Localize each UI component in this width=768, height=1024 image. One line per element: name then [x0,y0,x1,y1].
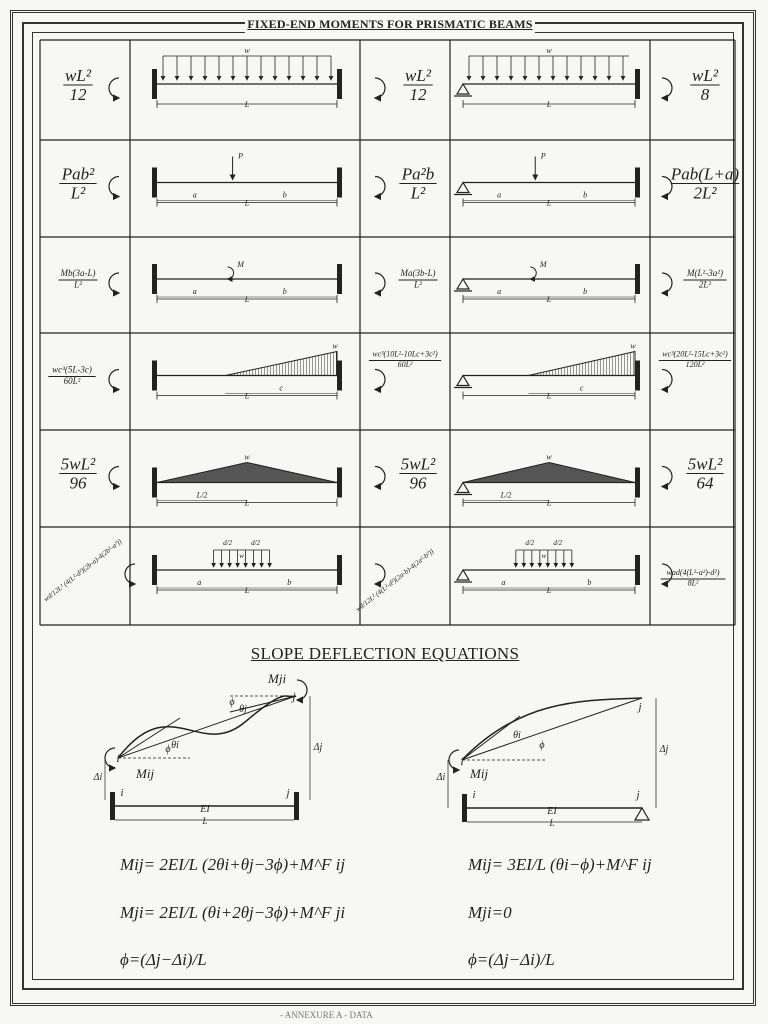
beam-node-j: j [636,789,640,801]
fem-propped-formula [683,268,726,290]
equation-Mji-propped: Mji=0 [468,903,512,922]
couple-arrow [228,267,234,279]
propped-beam-right-wall [635,468,640,498]
fixed-beam-left-wall [152,264,157,294]
symmetric-triangle-load [157,463,337,483]
fixed-beam-right-wall [337,168,342,198]
fem-row-4 [48,342,731,401]
segment-label-half: L/2 [196,490,208,500]
fem-right-formula-denominator: 60L² [397,360,413,370]
propped-beam-load [463,453,635,501]
fem-left-formula-denominator: 96 [69,473,87,493]
fem-right-formula-denominator: L² [414,279,422,290]
equation-Mij-propped: Mij= 3EI/L (θi−ϕ)+M^F ij [468,855,652,874]
fixed-beam-right-wall [337,264,342,294]
fem-table-grid [40,40,735,625]
load-label-w: w [239,552,244,560]
fem-right-formula [399,455,436,493]
fixed-beam-right-wall [337,555,342,585]
fem-left-formula-denominator: L² [74,279,82,290]
fem-propped-formula [670,165,739,203]
segment-label-b: b [587,578,592,587]
fem-left-moment-arrow [109,273,119,293]
fixed-beam-left-wall [152,468,157,498]
segment-label-d2: d/2 [251,539,261,547]
fem-left-formula-denominator: 60L² [63,376,81,387]
fixed-beam-right-wall [337,361,342,391]
fem-row-5 [59,453,723,508]
pin-support-j [635,808,649,820]
triangular-load [528,352,635,376]
couple-arrow [530,267,536,279]
fixed-beam-load [157,539,337,588]
delta-j-label: Δj [313,742,323,753]
propped-beam-span-label: L [546,391,552,401]
fem-table-rows [42,46,739,613]
fixed-beam-span-label: L [244,391,250,401]
fem-right-formula-numerator: wL² [405,66,431,85]
moment-ji-label: Mji [268,671,287,686]
propped-beam-load [528,342,636,394]
chord-line [118,696,296,758]
fem-right-formula-denominator: 12 [409,85,427,105]
propped-beam-right-wall [635,361,640,391]
delta-i-label: Δi [93,772,103,783]
beam-node-i: i [472,789,476,801]
fem-propped-formula-denominator: 64 [696,473,714,493]
fem-left-moment-arrow [109,370,119,390]
fem-right-formula [403,66,432,104]
segment-label-a: a [192,287,197,296]
right-equations [467,855,652,969]
propped-beam-load [463,152,635,201]
equation-Mji-fixed: Mji= 2EI/L (θi+2θj−3ϕ)+M^F ji [120,903,346,922]
fem-right-moment-arrow [375,273,385,293]
theta-i-label: θi [513,730,521,741]
tangent-i [462,716,520,760]
moment-ij-label: Mij [136,766,155,781]
load-label-P: P [540,151,546,161]
fem-right-moment-arrow [375,370,385,390]
segment-label-a: a [501,578,506,587]
fixed-beam-load [163,46,331,80]
fixed-support-j [294,792,299,820]
fem-right-moment-arrow [375,467,385,487]
propped-beam-load [469,46,629,80]
fem-left-moment-arrow [109,78,119,98]
fixed-beam-right-wall [337,468,342,498]
propped-beam-right-wall [635,555,640,585]
segment-label-half: L/2 [500,490,512,500]
symmetric-triangle-load [463,463,635,483]
segment-label-b: b [282,190,287,200]
fixed-beam-load [157,453,337,501]
theta-i-label: θi [171,740,179,751]
fem-propped-formula-numerator: wL² [692,66,718,85]
segment-label-d2: d/2 [223,539,233,547]
fem-propped-formula [690,66,719,104]
propped-beam-pin-support [457,279,469,289]
fem-left-formula-denominator: L² [70,183,86,203]
fixed-support-i [462,794,467,822]
propped-beam-right-wall [635,69,640,99]
node-i-label: i [116,751,120,765]
segment-label-b: b [583,287,588,296]
segment-label-d2: d/2 [553,539,563,547]
propped-beam-span-label: L [546,198,552,208]
phi-label-j: ϕ [229,697,235,708]
propped-beam-span-label: L [546,586,552,595]
fem-row-1 [63,46,719,109]
fem-propped-formula-denominator: 120L² [685,360,705,370]
fem-right-formula [369,350,441,370]
load-label-w: w [332,341,338,351]
fem-left-formula [58,268,97,290]
node-j-label: j [638,701,642,713]
propped-beam-pin-support [457,483,469,493]
propped-beam-span-label: L [546,100,552,109]
fem-row-2 [59,152,739,208]
load-label-w: w [630,341,636,351]
fem-right-formula-numerator: 5wL² [400,454,436,474]
moment-ji-arrow [297,680,307,700]
load-label-w: w [244,46,250,55]
propped-beam-load [463,539,635,588]
fem-propped-formula [661,568,726,588]
fixed-beam-span-label: L [244,100,250,109]
fixed-beam-left-wall [152,555,157,585]
fem-propped-formula-numerator: M(L²-3a²) [687,268,723,278]
fem-right-formula-numerator: Ma(3b-L) [400,268,436,278]
propped-beam-span-label: L [546,498,552,508]
segment-label-a: a [197,578,202,587]
beam-node-i: i [120,787,124,799]
propped-beam-pin-support [457,570,469,580]
fem-left-formula: wd/12L² (4(L²-d²)(2b-a)-4(2b²-a²)) [42,537,124,604]
fem-propped-formula-denominator: 8 [700,85,710,105]
equation-phi-fixed: ϕ=(Δj−Δi)/L [120,950,207,969]
fem-left-formula-numerator: Pab² [61,164,95,184]
fem-right-formula [399,165,436,203]
page-title: FIXED-END MOMENTS FOR PRISMATIC BEAMS [245,14,535,34]
moment-ij-arrow [449,750,459,770]
fem-propped-formula-numerator: wad(4(L²-a²)-d²) [666,568,720,577]
propped-beam-pin-support [457,183,469,193]
fem-propped-formula-numerator: Pab(L+a) [670,164,740,184]
fem-propped-formula [686,455,723,493]
fixed-beam-left-wall [152,168,157,198]
fixed-support-i [110,792,115,820]
fixed-beam-right-wall [337,69,342,99]
fem-propped-formula-numerator: 5wL² [687,454,723,474]
fem-right-formula-denominator: L² [410,183,426,203]
fem-left-formula [59,165,96,203]
fem-left-formula-numerator: wc³(5L-3c) [52,364,92,375]
load-label-w: w [541,552,547,560]
fixed-beam-span-label: L [244,198,250,208]
fem-propped-moment-arrow [662,78,672,98]
fixed-beam-span-label: L [244,498,250,508]
fem-propped-moment-arrow [662,467,672,487]
segment-label-c: c [279,383,283,393]
node-i-label: i [460,754,464,768]
fixed-beam-left-wall [152,69,157,99]
segment-label-a: a [497,287,502,296]
propped-beam-span-label: L [546,295,552,304]
fem-left-moment-arrow [109,467,119,487]
left-equations [119,855,345,969]
fem-row-3 [58,260,726,304]
propped-beam-right-wall [635,168,640,198]
node-j-label: j [292,689,296,703]
fixed-beam-load [157,152,337,201]
load-label-M: M [539,260,547,269]
beam-EI-label: EI [200,804,210,815]
fem-left-formula-numerator: 5wL² [60,454,96,474]
propped-beam-right-wall [635,264,640,294]
fixed-beam-span-label: L [244,586,250,595]
fem-propped-formula [659,350,731,370]
equation-Mij-fixed: Mij= 2EI/L (2θi+θj−3ϕ)+M^F ij [120,855,346,874]
phi-label-i: ϕ [165,744,171,755]
fem-propped-formula-numerator: wc³(20L²-15Lc+3c²) [662,349,728,359]
fem-right-moment-arrow [375,78,385,98]
fem-left-formula [48,365,95,387]
fem-right-formula-numerator: wc³(10L²-10Lc+3c²) [372,349,438,359]
fem-propped-formula-denominator: 2L² [693,183,717,203]
beam-L-label: L [549,818,555,828]
segment-label-c: c [579,383,584,393]
fem-right-moment-arrow [375,177,385,197]
moment-ij-label: Mij [470,766,489,781]
fem-left-formula [59,455,96,493]
segment-label-a: a [192,190,197,200]
segment-label-d2: d/2 [525,539,535,547]
slope-deflection-title: SLOPE DEFLECTION EQUATIONS [250,644,520,663]
equation-phi-propped: ϕ=(Δj−Δi)/L [468,950,555,969]
fem-right-formula: wd/12L² (4(L²-d²)(2a-b)-4(2a²-b²)) [354,547,436,614]
segment-label-b: b [282,287,287,296]
delta-i-label: Δi [436,772,446,783]
fem-right-formula-denominator: 96 [409,473,427,493]
segment-label-b: b [583,190,588,200]
load-label-P: P [238,151,244,161]
fem-right-formula-numerator: Pa²b [401,164,435,184]
fem-left-formula-denominator: 12 [69,85,87,105]
fixed-beam-load [225,342,338,394]
fem-left-formula [63,66,92,104]
fem-propped-formula-denominator: 2L² [698,279,712,290]
fem-right-moment-arrow [375,564,385,584]
beam-EI-label: EI [547,806,557,817]
theta-j-label: θj [239,704,247,715]
beam-L-label: L [202,816,208,826]
load-label-w: w [244,452,250,462]
delta-j-label: Δj [659,744,669,755]
fem-propped-formula-denominator: 8L² [687,578,699,588]
load-label-w: w [546,46,552,55]
triangular-load [225,352,337,376]
fixed-fixed-deflection-diagram [93,671,323,826]
fem-left-formula-numerator: wL² [65,66,91,85]
fem-left-formula-numerator: Mb(3a-L) [60,268,96,278]
beam-node-j: j [286,787,290,799]
fem-propped-moment-arrow [662,370,672,390]
tangent-i [118,718,180,758]
load-label-w: w [546,452,552,462]
propped-deflection-diagram [436,698,669,828]
fem-right-formula [398,268,437,290]
load-label-M: M [237,260,244,269]
propped-beam-pin-support [457,84,469,94]
slope-deflection-diagrams [93,671,669,969]
moment-ij-arrow [105,748,115,768]
fixed-beam-span-label: L [244,295,250,304]
fixed-beam-left-wall [152,361,157,391]
fem-propped-moment-arrow [662,273,672,293]
segment-label-a: a [497,190,502,200]
fem-row-6 [42,537,725,613]
fem-left-moment-arrow [109,177,119,197]
phi-label: ϕ [539,740,545,751]
segment-label-b: b [287,578,292,587]
page-footer: - ANNEXURE A - DATA [280,1010,373,1020]
propped-beam-pin-support [457,376,469,386]
